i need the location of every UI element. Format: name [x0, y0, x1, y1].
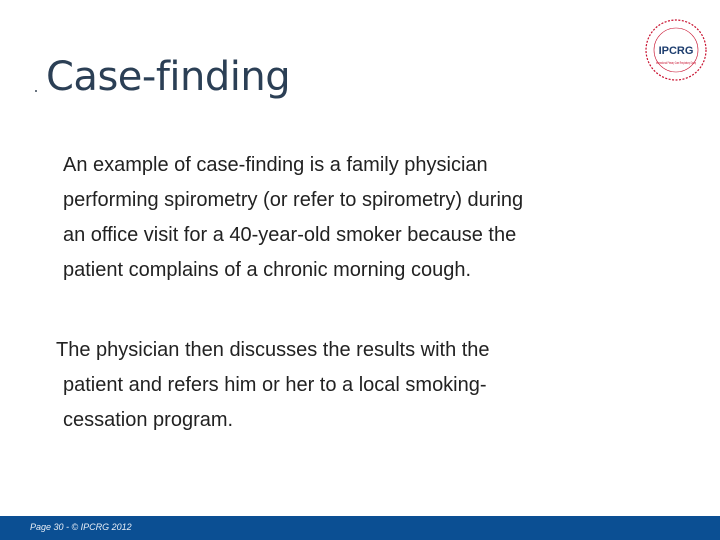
- ipcrg-logo: [638, 12, 714, 88]
- paragraph2-line: patient and refers him or her to a local smoking-: [63, 374, 487, 396]
- logo-ring-text: International Primary Care Respiratory Group: [656, 60, 697, 65]
- paragraph-physician-followup: [56, 333, 616, 438]
- slide-title: Case-finding: [46, 54, 291, 100]
- paragraph1-line: performing spirometry (or refer to spirometry) during: [63, 189, 524, 211]
- paragraph2-line: The physician then discusses the results with the: [56, 339, 490, 361]
- paragraph1-line: patient complains of a chronic morning cough.: [63, 259, 472, 281]
- footer-bar: [0, 516, 720, 540]
- paragraph-case-finding-example: [63, 148, 633, 288]
- title-bullet-dot: [35, 90, 37, 92]
- paragraph1-line: an office visit for a 40-year-old smoker because the: [63, 224, 517, 246]
- footer-page-label: Page 30 - © IPCRG 2012: [30, 522, 132, 532]
- logo-abbreviation: IPCRG: [658, 45, 694, 57]
- paragraph1-line: An example of case-finding is a family physician: [63, 154, 488, 176]
- paragraph2-line: cessation program.: [63, 409, 234, 431]
